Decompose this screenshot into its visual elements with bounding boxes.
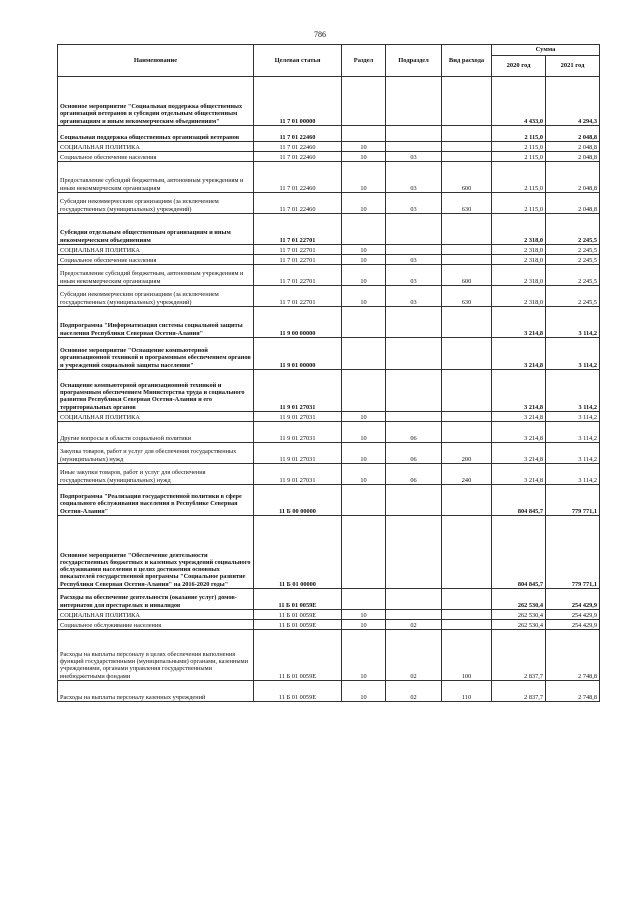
- cell-name: Основное мероприятие "Социальная поддержка общественных организаций ветеранов и субсидии отдельным общественным организациям и иным некоммерческим объединениям": [58, 77, 254, 126]
- cell-expense: [442, 152, 492, 162]
- cell-name: Основное мероприятие "Оснащение компьютерной организационной техникой и программным обеспечением органов и учреждений социальной защиты населения": [58, 338, 254, 370]
- cell-target: 11 9 01 00000: [254, 338, 342, 370]
- cell-target: 11 7 01 22701: [254, 214, 342, 245]
- cell-v2021: 3 114,2: [546, 370, 600, 412]
- cell-expense: [442, 338, 492, 370]
- cell-section: [342, 214, 386, 245]
- cell-expense: 240: [442, 464, 492, 485]
- cell-name: Подпрограмма "Реализация государственной политики в сфере социального обслуживания населения в Республике Северная Осетия-Алания": [58, 485, 254, 516]
- cell-v2021: 4 294,3: [546, 77, 600, 126]
- cell-target: 11 Б 01 00000: [254, 516, 342, 589]
- cell-target: 11 9 01 27031: [254, 412, 342, 422]
- cell-v2020: 4 433,0: [492, 77, 546, 126]
- cell-subsection: [386, 214, 442, 245]
- cell-target: 11 7 01 22460: [254, 142, 342, 152]
- cell-section: 10: [342, 681, 386, 702]
- table-row: [58, 162, 600, 193]
- cell-name: Субсидии отдельным общественным организациям и иным некоммерческим объединениям: [58, 214, 254, 245]
- cell-subsection: 03: [386, 162, 442, 193]
- cell-expense: 600: [442, 265, 492, 286]
- cell-expense: [442, 142, 492, 152]
- budget-table: [57, 44, 600, 702]
- cell-v2021: 3 114,2: [546, 443, 600, 464]
- cell-v2021: 2 245,5: [546, 255, 600, 265]
- cell-expense: [442, 214, 492, 245]
- cell-section: [342, 338, 386, 370]
- cell-v2020: 804 845,7: [492, 516, 546, 589]
- cell-name: Социальное обслуживание населения: [58, 620, 254, 630]
- cell-subsection: [386, 126, 442, 142]
- cell-name: Социальное обеспечение населения: [58, 152, 254, 162]
- cell-target: 11 9 00 00000: [254, 307, 342, 338]
- cell-v2021: 3 114,2: [546, 338, 600, 370]
- cell-v2021: 3 114,2: [546, 307, 600, 338]
- cell-subsection: 02: [386, 681, 442, 702]
- table-row: [58, 142, 600, 152]
- cell-target: 11 9 01 27031: [254, 422, 342, 443]
- table-row: [58, 443, 600, 464]
- table-row: [58, 464, 600, 485]
- cell-section: 10: [342, 193, 386, 214]
- cell-subsection: [386, 245, 442, 255]
- cell-subsection: 06: [386, 443, 442, 464]
- table-row: [58, 286, 600, 307]
- cell-expense: 100: [442, 630, 492, 681]
- cell-v2021: 254 429,9: [546, 610, 600, 620]
- cell-v2020: 2 318,0: [492, 255, 546, 265]
- table-row: [58, 338, 600, 370]
- cell-target: 11 7 01 22460: [254, 193, 342, 214]
- cell-target: 11 7 01 22460: [254, 162, 342, 193]
- cell-section: 10: [342, 265, 386, 286]
- cell-v2020: 2 115,0: [492, 152, 546, 162]
- cell-v2021: 2 245,5: [546, 265, 600, 286]
- cell-v2020: 2 837,7: [492, 681, 546, 702]
- cell-target: 11 Б 01 0059Е: [254, 610, 342, 620]
- cell-name: Социальное обеспечение населения: [58, 255, 254, 265]
- table-body: [58, 77, 600, 702]
- cell-name: СОЦИАЛЬНАЯ ПОЛИТИКА: [58, 245, 254, 255]
- cell-subsection: [386, 516, 442, 589]
- header-target: Целевая статья: [254, 45, 342, 77]
- cell-target: 11 9 01 27031: [254, 370, 342, 412]
- cell-subsection: [386, 77, 442, 126]
- cell-section: [342, 370, 386, 412]
- table-row: [58, 620, 600, 630]
- cell-target: 11 7 01 22701: [254, 255, 342, 265]
- page-number: 786: [314, 30, 326, 39]
- cell-expense: 200: [442, 443, 492, 464]
- cell-expense: [442, 485, 492, 516]
- cell-section: 10: [342, 162, 386, 193]
- cell-v2021: 3 114,2: [546, 464, 600, 485]
- table-row: [58, 485, 600, 516]
- cell-subsection: [386, 485, 442, 516]
- table-row: [58, 589, 600, 610]
- cell-v2021: 2 048,8: [546, 142, 600, 152]
- table-row: [58, 126, 600, 142]
- cell-v2021: 254 429,9: [546, 589, 600, 610]
- cell-section: 10: [342, 142, 386, 152]
- cell-section: [342, 307, 386, 338]
- table-header: [58, 45, 600, 77]
- cell-v2021: 3 114,2: [546, 422, 600, 443]
- cell-name: Расходы на выплаты персоналу казенных учреждений: [58, 681, 254, 702]
- cell-expense: [442, 412, 492, 422]
- cell-subsection: 03: [386, 193, 442, 214]
- cell-expense: [442, 516, 492, 589]
- cell-v2020: 2 115,0: [492, 126, 546, 142]
- cell-v2021: 2 748,8: [546, 630, 600, 681]
- cell-v2021: 2 748,8: [546, 681, 600, 702]
- cell-subsection: 06: [386, 464, 442, 485]
- cell-target: 11 7 01 22460: [254, 126, 342, 142]
- table-row: [58, 265, 600, 286]
- cell-expense: [442, 589, 492, 610]
- cell-v2020: 3 214,8: [492, 338, 546, 370]
- cell-target: 11 Б 01 0059Е: [254, 681, 342, 702]
- cell-subsection: [386, 610, 442, 620]
- cell-v2020: 3 214,8: [492, 370, 546, 412]
- table-row: [58, 422, 600, 443]
- table-row: [58, 245, 600, 255]
- cell-target: 11 7 01 22701: [254, 245, 342, 255]
- cell-section: [342, 126, 386, 142]
- cell-subsection: [386, 142, 442, 152]
- cell-section: 10: [342, 630, 386, 681]
- cell-v2020: 2 318,0: [492, 214, 546, 245]
- header-section: Раздел: [342, 45, 386, 77]
- cell-v2020: 3 214,8: [492, 443, 546, 464]
- cell-target: 11 Б 01 0059Е: [254, 589, 342, 610]
- cell-target: 11 Б 01 0059Е: [254, 620, 342, 630]
- cell-section: 10: [342, 245, 386, 255]
- cell-name: Другие вопросы в области социальной политики: [58, 422, 254, 443]
- cell-v2021: 779 771,1: [546, 516, 600, 589]
- cell-name: Расходы на обеспечение деятельности (оказание услуг) домов-интернатов для престарелых и инвалидов: [58, 589, 254, 610]
- cell-expense: [442, 126, 492, 142]
- cell-name: Основное мероприятие "Обеспечение деятельности государственных бюджетных и казенных учреждений социального обслуживания населения в целях достижения основных показателей государственной программы "Социальное развитие Республики Северная Осетия-Алания" на 2016-2020 годы": [58, 516, 254, 589]
- cell-subsection: 03: [386, 255, 442, 265]
- cell-section: 10: [342, 422, 386, 443]
- cell-section: [342, 485, 386, 516]
- cell-name: Иные закупки товаров, работ и услуг для обеспечения государственных (муниципальных) нужд: [58, 464, 254, 485]
- cell-name: Субсидии некоммерческим организациям (за исключением государственных (муниципальных) учреждений): [58, 286, 254, 307]
- cell-target: 11 7 01 00000: [254, 77, 342, 126]
- cell-name: Оснащение компьютерной организационной техникой и программным обеспечением Министерства труда и социального развития Республики Северная Осетия-Алания и его территориальных органов: [58, 370, 254, 412]
- cell-target: 11 7 01 22701: [254, 265, 342, 286]
- cell-v2020: 2 115,0: [492, 193, 546, 214]
- cell-v2021: 3 114,2: [546, 412, 600, 422]
- table-row: [58, 412, 600, 422]
- table-row: [58, 370, 600, 412]
- cell-section: [342, 77, 386, 126]
- cell-v2021: 2 048,8: [546, 193, 600, 214]
- table-row: [58, 214, 600, 245]
- cell-section: 10: [342, 464, 386, 485]
- cell-subsection: 03: [386, 286, 442, 307]
- header-name: Наименование: [58, 45, 254, 77]
- cell-v2020: 2 318,0: [492, 286, 546, 307]
- header-year-2020: 2020 год: [492, 56, 546, 77]
- cell-v2020: 262 530,4: [492, 610, 546, 620]
- table-row: [58, 193, 600, 214]
- cell-section: 10: [342, 286, 386, 307]
- cell-expense: [442, 422, 492, 443]
- cell-subsection: 02: [386, 620, 442, 630]
- cell-v2020: 262 530,4: [492, 620, 546, 630]
- cell-v2021: 2 245,5: [546, 245, 600, 255]
- cell-name: Социальная поддержка общественных организаций ветеранов: [58, 126, 254, 142]
- cell-target: 11 Б 01 0059Е: [254, 630, 342, 681]
- cell-expense: 630: [442, 193, 492, 214]
- cell-target: 11 9 01 27031: [254, 443, 342, 464]
- cell-expense: 600: [442, 162, 492, 193]
- cell-name: Предоставление субсидий бюджетным, автономным учреждениям и иным некоммерческим организациям: [58, 265, 254, 286]
- cell-name: Закупка товаров, работ и услуг для обеспечения государственных (муниципальных) нужд: [58, 443, 254, 464]
- cell-name: Подпрограмма "Информатизация системы социальной защиты населения Республики Северная Осетия-Алания": [58, 307, 254, 338]
- cell-expense: [442, 255, 492, 265]
- cell-v2020: 2 318,0: [492, 265, 546, 286]
- cell-subsection: [386, 307, 442, 338]
- cell-section: 10: [342, 620, 386, 630]
- table-row: [58, 77, 600, 126]
- cell-section: 10: [342, 152, 386, 162]
- cell-section: 10: [342, 412, 386, 422]
- cell-name: Предоставление субсидий бюджетным, автономным учреждениям и иным некоммерческим организациям: [58, 162, 254, 193]
- cell-expense: [442, 307, 492, 338]
- cell-subsection: 03: [386, 265, 442, 286]
- cell-subsection: 06: [386, 422, 442, 443]
- cell-v2021: 2 048,8: [546, 162, 600, 193]
- cell-v2021: 2 048,8: [546, 152, 600, 162]
- cell-target: 11 7 01 22701: [254, 286, 342, 307]
- cell-expense: [442, 620, 492, 630]
- table-row: [58, 152, 600, 162]
- cell-v2020: 3 214,8: [492, 464, 546, 485]
- cell-section: 10: [342, 610, 386, 620]
- cell-name: СОЦИАЛЬНАЯ ПОЛИТИКА: [58, 142, 254, 152]
- cell-v2020: 2 318,0: [492, 245, 546, 255]
- table-row: [58, 610, 600, 620]
- header-sum: Сумма: [492, 45, 600, 56]
- cell-v2021: 779 771,1: [546, 485, 600, 516]
- cell-section: [342, 589, 386, 610]
- cell-section: [342, 516, 386, 589]
- cell-subsection: [386, 338, 442, 370]
- cell-name: Расходы на выплаты персоналу в целях обеспечения выполнения функций государственными (муниципальными) органами, казенными учреждениями, органами управления государственными внебюджетными фондами: [58, 630, 254, 681]
- header-year-2021: 2021 год: [546, 56, 600, 77]
- table-row: [58, 516, 600, 589]
- cell-v2020: 2 115,0: [492, 162, 546, 193]
- cell-expense: [442, 245, 492, 255]
- cell-v2020: 2 837,7: [492, 630, 546, 681]
- cell-v2020: 2 115,0: [492, 142, 546, 152]
- cell-name: СОЦИАЛЬНАЯ ПОЛИТИКА: [58, 610, 254, 620]
- cell-expense: 110: [442, 681, 492, 702]
- cell-expense: 630: [442, 286, 492, 307]
- cell-expense: [442, 610, 492, 620]
- cell-target: 11 9 01 27031: [254, 464, 342, 485]
- cell-v2020: 3 214,8: [492, 307, 546, 338]
- cell-name: СОЦИАЛЬНАЯ ПОЛИТИКА: [58, 412, 254, 422]
- cell-v2021: 2 048,8: [546, 126, 600, 142]
- header-expense-type: Вид расхода: [442, 45, 492, 77]
- cell-expense: [442, 77, 492, 126]
- cell-v2021: 2 245,5: [546, 214, 600, 245]
- cell-target: 11 Б 00 00000: [254, 485, 342, 516]
- cell-section: 10: [342, 443, 386, 464]
- table-row: [58, 630, 600, 681]
- cell-v2020: 262 530,4: [492, 589, 546, 610]
- table-row: [58, 307, 600, 338]
- header-subsection: Подраздел: [386, 45, 442, 77]
- cell-v2021: 2 245,5: [546, 286, 600, 307]
- cell-subsection: 02: [386, 630, 442, 681]
- table-row: [58, 255, 600, 265]
- cell-section: 10: [342, 255, 386, 265]
- cell-subsection: [386, 589, 442, 610]
- cell-subsection: 03: [386, 152, 442, 162]
- cell-expense: [442, 370, 492, 412]
- table-row: [58, 681, 600, 702]
- cell-subsection: [386, 370, 442, 412]
- cell-name: Субсидии некоммерческим организациям (за исключением государственных (муниципальных) учреждений): [58, 193, 254, 214]
- cell-v2020: 804 845,7: [492, 485, 546, 516]
- cell-v2020: 3 214,8: [492, 412, 546, 422]
- cell-target: 11 7 01 22460: [254, 152, 342, 162]
- cell-v2020: 3 214,8: [492, 422, 546, 443]
- cell-v2021: 254 429,9: [546, 620, 600, 630]
- cell-subsection: [386, 412, 442, 422]
